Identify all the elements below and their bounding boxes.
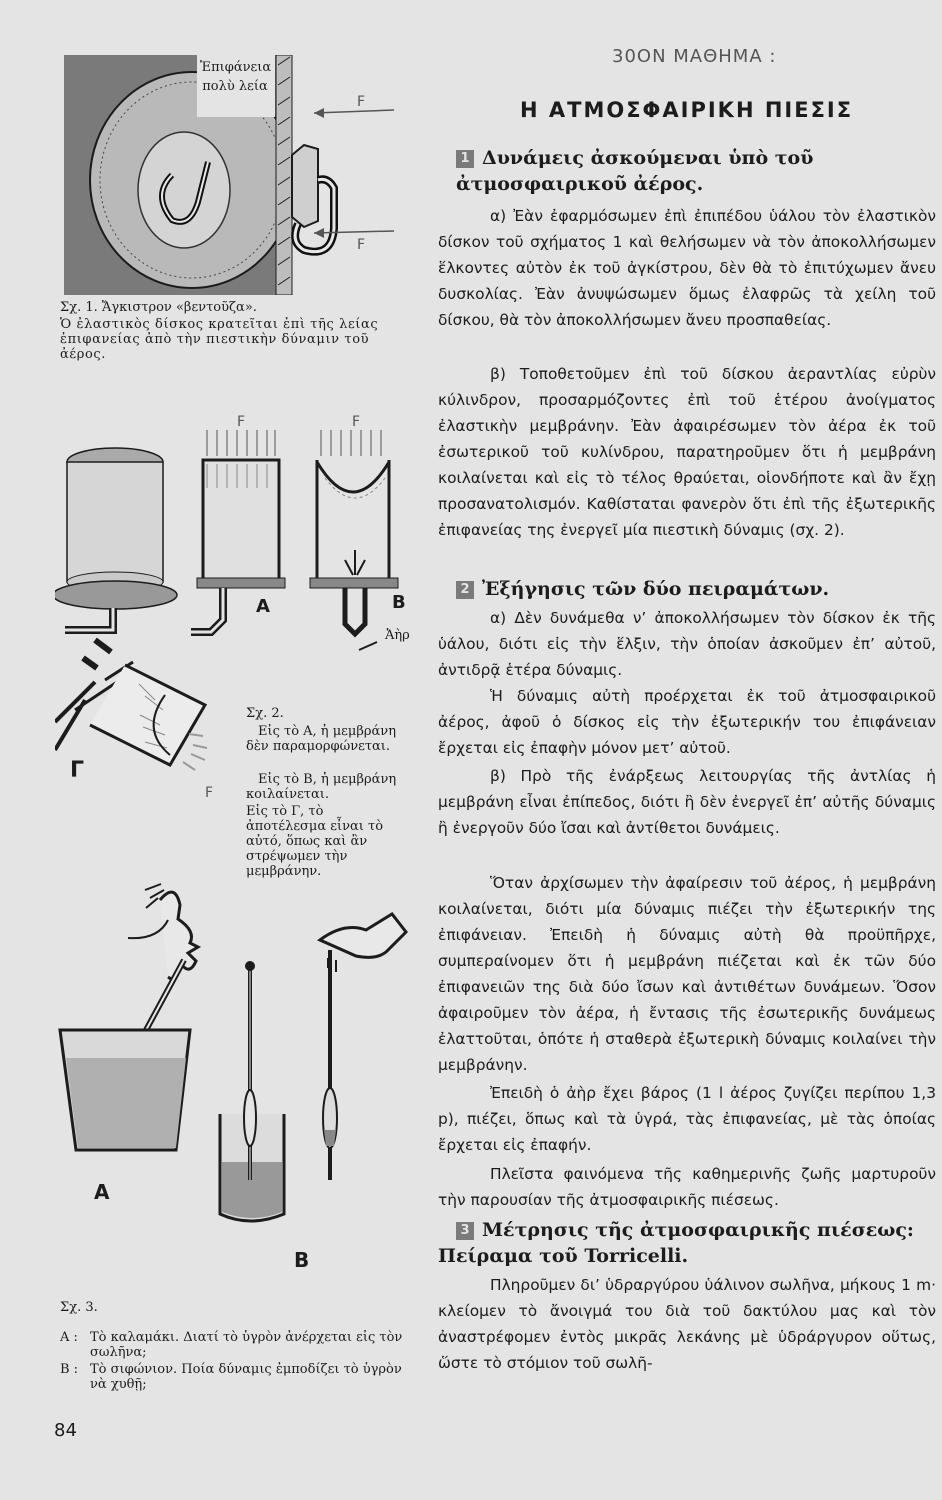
section-heading-2 bbox=[456, 576, 936, 602]
section-heading-1 bbox=[456, 145, 936, 197]
figure-2-force-label-b: F bbox=[352, 414, 361, 430]
section-heading-2-text: Ἐξήγησις τῶν δύο πειραμάτων. bbox=[482, 578, 830, 600]
figure-2-caption-a: Εἰς τὸ Α, ἡ μεμβράνη δὲν παραμορφώνεται. bbox=[246, 724, 396, 754]
figure-3-caption-a: Τὸ καλαμάκι. Διατί τὸ ὑγρὸν ἀνέρχεται εἰς τὸν σωλῆνα; bbox=[90, 1330, 403, 1360]
figure-2-caption-b: Εἰς τὸ Β, ἡ μεμβράνη κοιλαίνεται. bbox=[246, 772, 397, 802]
figure-2-label-b: Β bbox=[392, 592, 406, 613]
paragraph-3a: Πληροῦμεν δι’ ὑδραργύρου ὑάλινον σωλῆνα, μήκους 1 m· κλείομεν τὸ ἄνοιγμά του διὰ τοῦ δακτύλου μας καὶ τὸν ἀναστρέφομεν ἐντὸς μικρᾶς λεκάνης μὲ ὑδράργυρον οὕτως, ὥστε τὸ στόμιον τοῦ σωλῆ- bbox=[438, 1276, 936, 1372]
straw-drinker bbox=[60, 884, 198, 1150]
section-heading-1-text: Δυνάμεις ἀσκούμεναι ὑπὸ τοῦ ἀτμοσφαιρικοῦ ἀέρος. bbox=[456, 147, 814, 195]
paragraph-1b: β) Τοποθετοῦμεν ἐπὶ τοῦ δίσκου ἀεραντλίας εὐρὺν κύλινδρον, προσαρμόζοντες ἐπὶ τοῦ ἑτέρου ἀνοίγματος ἐλαστικὴν μεμβράνην. Ἐὰν ἀφαιρέσωμεν τὸν ἀέρα ἐκ τοῦ ἐσωτερικοῦ τοῦ κυλίνδρου, παρατηροῦμεν ὅτι ἡ μεμβράνη κοιλαίνεται καὶ εἰς τὸ τέλος θραύεται, οἱονδήποτε καὶ ἂν ἔχῃ προσανατολισμόν. Καθίσταται φανερὸν ὅτι ἐπὶ τῆς ἐξωτερικῆς ἐπιφανείας της ἐνεργεῖ μία πιεστικὴ δύναμις (σχ. 2). bbox=[438, 365, 936, 539]
figure-1-surface-label: Ἐπιφάνεια πολὺ λεία bbox=[200, 60, 272, 94]
section-number-3: 3 bbox=[456, 1222, 474, 1240]
figure-2-label-g: Γ bbox=[70, 758, 85, 783]
figure-2-label-a: Α bbox=[256, 596, 270, 617]
paragraph-2e: Ἐπειδὴ ὁ ἀὴρ ἔχει βάρος (1 l ἀέρος ζυγίζει περίπου 1,3 p), πιέζει, ὅπως καὶ τὰ ὑγρά, τὰς ἐπιφανείας, μὲ τὰς ὁποίας ἔρχεται εἰς ἐπαφήν. bbox=[438, 1084, 936, 1154]
cylinder-b bbox=[310, 430, 398, 650]
lesson-header: 30ΟΝ ΜΑΘΗΜΑ : bbox=[612, 46, 777, 67]
section-number-1: 1 bbox=[456, 150, 474, 168]
figure-1-caption-text: Ὁ ἐλαστικὸς δίσκος κρατεῖται ἐπὶ τῆς λείας ἐπιφανείας ἀπὸ τὴν πιεστικὴν δύναμιν τοῦ ἀέρος. bbox=[60, 317, 379, 362]
paragraph-2f: Πλεῖστα φαινόμενα τῆς καθημερινῆς ζωῆς μαρτυροῦν τὴν παρουσίαν τῆς ἀτμοσφαιρικῆς πιέσεως. bbox=[438, 1165, 936, 1209]
figure-3-caption-title: Σχ. 3. bbox=[60, 1300, 98, 1315]
section-number-2: 2 bbox=[456, 581, 474, 599]
page-number: 84 bbox=[54, 1420, 77, 1441]
figure-1-force-label-bottom: F bbox=[357, 237, 366, 253]
figure-3-label-b: Β bbox=[294, 1248, 310, 1272]
figure-3-caption-b-key: Β : bbox=[60, 1362, 79, 1377]
figure-2-force-label-g: F bbox=[205, 785, 214, 801]
paragraph-2b: Ἡ δύναμις αὐτὴ προέρχεται ἐκ τοῦ ἀτμοσφαιρικοῦ ἀέρος, ἀφοῦ ὁ δίσκος εἰς τὴν ἐξωτερικήν του ἐπιφάνειαν ἔρχεται εἰς ἐπαφὴν μόνον μετ’ αὐτοῦ. bbox=[438, 687, 936, 757]
figure-3-caption-b: Τὸ σιφώνιον. Ποία δύναμις ἐμποδίζει τὸ ὑγρὸν νὰ χυθῇ; bbox=[90, 1362, 402, 1392]
figure-2-air-label: Ἀὴρ bbox=[385, 628, 410, 643]
figure-3-caption-a-key: Α : bbox=[60, 1330, 78, 1345]
paragraph-2a: α) Δὲν δυνάμεθα ν’ ἀποκολλήσωμεν τὸν δίσκον ἐκ τῆς ὑάλου, διότι εἰς τὴν ἕλξιν, τὴν ὁποίαν ἀσκοῦμεν ἐπ’ αὐτοῦ, ἀντιδρᾷ ἑτέρα δύναμις. bbox=[438, 609, 936, 679]
section-heading-3 bbox=[438, 1217, 936, 1269]
paragraph-2d: Ὅταν ἀρχίσωμεν τὴν ἀφαίρεσιν τοῦ ἀέρος, ἡ μεμβράνη κοιλαίνεται, διότι μία δύναμις πιέζει τὴν ἐξωτερικήν της ἐπιφάνειαν. Ἐπειδὴ ἡ δύναμις αὐτὴ θὰ προϋπῆρχε, συμπεραίνομεν ὅτι ἡ μεμβράνη πιέζεται καὶ ἐκ τῶν δύο ἐπιφανειῶν της διὰ δύο ἴσων καὶ ἀντιθέτων δυνάμεων. Ὅσον ἀφαιροῦμεν τὸν ἀέρα, ἡ ἔντασις τῆς ἐσωτερικῆς δυνάμεως ἐλαττοῦται, ὁπότε ἡ σταθερὰ ἐξωτερικὴ δύναμις κοιλαίνει τὴν μεμβράνην. bbox=[438, 874, 936, 1074]
figure-3-label-a: Α bbox=[94, 1180, 110, 1204]
figure-2-force-label-a: F bbox=[237, 414, 246, 430]
paragraph-2c: β) Πρὸ τῆς ἐνάρξεως λειτουργίας τῆς ἀντλίας ἡ μεμβράνη εἶναι ἐπίπεδος, διότι ἢ δὲν ἐνεργεῖ ἐπ’ αὐτῆς δύναμις ἢ ἐνεργοῦν δύο ἴσαι καὶ ἀντίθετοι δυνάμεις. bbox=[438, 767, 936, 837]
cylinder-a bbox=[191, 430, 285, 632]
cylinder-g bbox=[55, 640, 207, 770]
section-heading-3-text: Μέτρησις τῆς ἀτμοσφαιρικῆς πιέσεως: Πείραμα τοῦ Torricelli. bbox=[438, 1219, 914, 1267]
pipette-held bbox=[320, 914, 406, 1180]
figure-2-caption-title: Σχ. 2. bbox=[246, 706, 284, 721]
figure-2-caption-g: Εἰς τὸ Γ, τὸ ἀποτέλεσμα εἶναι τὸ αὐτό, ὅπως καὶ ἂν στρέψωμεν τὴν μεμβράνην. bbox=[246, 804, 384, 879]
page-title: Η ΑΤΜΟΣΦΑΙΡΙΚΗ ΠΙΕΣΙΣ bbox=[520, 98, 854, 122]
pipette-in-jar bbox=[220, 961, 284, 1221]
figure-1-force-label-top: F bbox=[357, 94, 366, 110]
figure-3-straw-and-pipette bbox=[50, 880, 420, 1290]
paragraph-1a: α) Ἐὰν ἐφαρμόσωμεν ἐπὶ ἐπιπέδου ὑάλου τὸν ἐλαστικὸν δίσκον τοῦ σχήματος 1 καὶ θελήσωμεν νὰ τὸν ἀποκολλήσωμεν ἕλκοντες αὐτὸν ἐκ τοῦ ἀγκίστρου, δὲν θὰ τὸ ἐπιτύχωμεν ἄνευ δυσκολίας. Ἐὰν ἀνυψώσωμεν ὅμως ἐλαφρῶς τὰ χείλη τοῦ δίσκου, θὰ τὸν ἀποκολλήσωμεν ἄνευ προσπαθείας. bbox=[438, 207, 936, 329]
figure-1-caption-title: Σχ. 1. Ἄγκιστρον «βεντοῦζα». bbox=[60, 300, 257, 315]
